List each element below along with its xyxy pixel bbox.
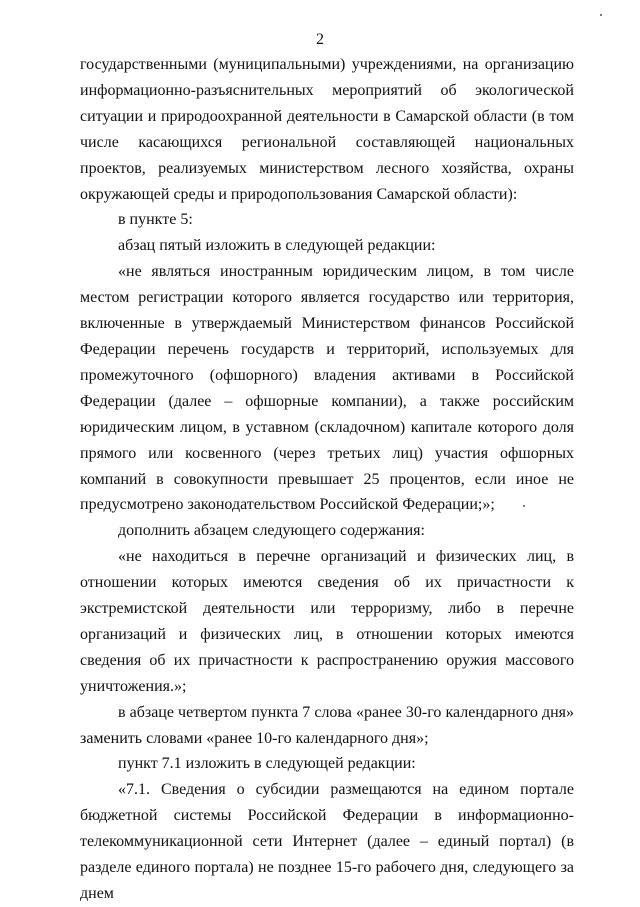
paragraph-point-5: в пункте 5: [118,211,193,229]
paragraph-abzac-five: абзац пятый изложить в следующей редакции: [118,237,436,255]
paragraph-point-7: в абзаце четвертом пункта 7 слова «ранее 30-го календарного дня» заменить словами «ранее 10-го календарного дня»; [80,703,574,747]
paragraph-add-abzac: дополнить абзацем следующего содержания: [118,522,425,540]
paragraph-point-7-1: пункт 7.1 изложить в следующей редакции: [118,755,416,773]
scan-speck [523,505,525,507]
page-number: 2 [316,31,324,48]
paragraph-extremism-quote: «не находиться в перечне организаций и физических лиц, в отношении которых имеются сведения об их причастности к экстремистской деятельности или терроризму, либо в перечне организаций и физических лиц, в отношении которых имеются сведения об их причастности к распространению оружия массового уничтожения.»; [80,548,574,695]
document-body [80,52,574,907]
paragraph-continuation: государственными (муниципальными) учреждениями, на организацию информационно-разъяснительных мероприятий об экологической ситуации и природоохранной деятельности в Самарской области (в том числе касающихся региональной составляющей национальных проектов, реализуемых министерством лесного хозяйства, охраны окружающей среды и природопользования Самарской области): [80,56,574,203]
scan-speck [600,14,602,16]
paragraph-offshore-quote: «не являться иностранным юридическим лицом, в том числе местом регистрации которого является государство или территория, включенные в утверждаемый Министерством финансов Российской Федерации перечень государств и территорий, используемых для промежуточного (офшорного) владения активами в Российской Федерации (далее – офшорные компании), а также российским юридическим лицом, в уставном (складочном) капитале которого доля прямого или косвенного (через третьих лиц) участия офшорных компаний в совокупности превышает 25 процентов, если иное не предусмотрено законодательством Российской Федерации;»; [80,263,574,514]
paragraph-7-1-text: «7.1. Сведения о субсидии размещаются на едином портале бюджетной системы Российской Федерации в информационно-телекоммуникационной сети Интернет (далее – единый портал) (в разделе единого портала) не позднее 15-го рабочего дня, следующего за днем [80,781,574,902]
